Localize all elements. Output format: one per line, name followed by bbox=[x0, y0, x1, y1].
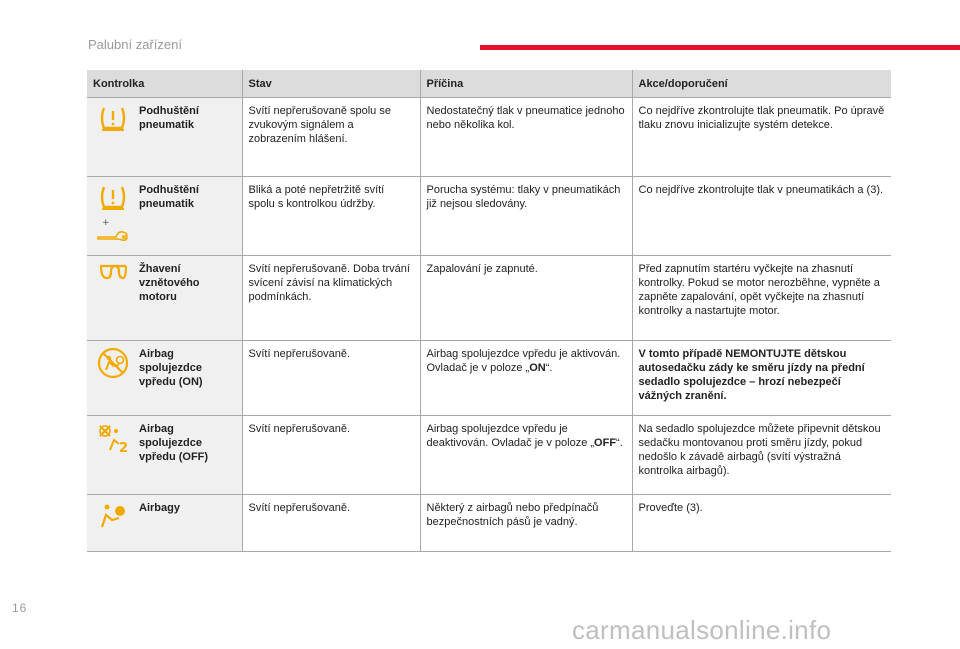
light-cell bbox=[87, 98, 242, 177]
status-cell: Svítí nepřerušovaně. Doba trvání svícení závisí na klimatických podmínkách. bbox=[242, 256, 420, 341]
cause-text: Airbag spolujezdce vpředu je deaktivován. Ovladač je v poloze „ bbox=[426, 423, 595, 449]
glow-plug-icon bbox=[98, 262, 128, 284]
column-header-action: Akce/doporučení bbox=[632, 70, 891, 98]
cause-cell: Zapalování je zapnuté. bbox=[420, 256, 632, 341]
svg-text:2: 2 bbox=[119, 441, 129, 454]
tire-pressure-icon bbox=[98, 183, 128, 211]
passenger-airbag-on-icon bbox=[97, 347, 129, 379]
action-cell: Co nejdříve zkontrolujte tlak v pneumatikách a (3). bbox=[632, 177, 891, 256]
watermark: carmanualsonline.info bbox=[572, 615, 832, 645]
status-cell: Svítí nepřerušovaně spolu se zvukovým signálem a zobrazením hlášení. bbox=[242, 98, 420, 177]
passenger-airbag-off-icon bbox=[96, 422, 130, 454]
table-row bbox=[87, 98, 891, 177]
action-cell: Na sedadlo spolujezdce můžete připevnit dětskou sedačku montovanou proti směru jízdy, pokud nedošlo k závadě airbagů (svítí výstražná kontrolka airbagů). bbox=[632, 416, 891, 495]
action-cell: Před zapnutím startéru vyčkejte na zhasnutí kontrolky. Pokud se motor nerozběhne, vypněte a zapněte zapalování, opět vyčkejte na zhasnutí kontrolky a nastartujte motor. bbox=[632, 256, 891, 341]
action-cell: Proveďte (3). bbox=[632, 495, 891, 552]
table-row bbox=[87, 416, 891, 495]
airbag-icon bbox=[97, 501, 129, 529]
warning-lights-table bbox=[87, 70, 891, 552]
section-title: Palubní zařízení bbox=[88, 37, 182, 52]
light-cell bbox=[87, 341, 242, 416]
cause-cell: Nedostatečný tlak v pneumatice jednoho nebo několika kol. bbox=[420, 98, 632, 177]
table-row bbox=[87, 177, 891, 256]
light-name: Žhavení vznětového motoru bbox=[139, 263, 200, 303]
light-cell bbox=[87, 495, 242, 552]
light-name: Airbag spolujezdce vpředu (OFF) bbox=[139, 423, 209, 463]
cause-text: Airbag spolujezdce vpředu je aktivován. Ovladač je v poloze „ bbox=[426, 348, 621, 374]
light-cell bbox=[87, 177, 242, 256]
column-header-light: Kontrolka bbox=[87, 70, 242, 98]
light-name: Podhuštění pneumatik bbox=[139, 184, 199, 210]
status-cell: Svítí nepřerušovaně. bbox=[242, 341, 420, 416]
status-cell: Svítí nepřerušovaně. bbox=[242, 416, 420, 495]
tire-pressure-icon bbox=[98, 104, 128, 132]
service-wrench-icon bbox=[96, 217, 130, 241]
table-row bbox=[87, 256, 891, 341]
status-cell: Svítí nepřerušovaně. bbox=[242, 495, 420, 552]
column-header-cause: Příčina bbox=[420, 70, 632, 98]
cause-cell: Porucha systému: tlaky v pneumatikách již nejsou sledovány. bbox=[420, 177, 632, 256]
svg-text:+: + bbox=[102, 218, 110, 228]
light-cell bbox=[87, 256, 242, 341]
switch-position-off: OFF bbox=[594, 437, 617, 449]
switch-position-on: ON bbox=[529, 362, 546, 374]
light-name: Airbag spolujezdce vpředu (ON) bbox=[139, 348, 203, 388]
light-name: Podhuštění pneumatik bbox=[139, 105, 199, 131]
action-cell: V tomto případě NEMONTUJTE dětskou autosedačku zády ke směru jízdy na přední sedadlo spolujezdce – hrozí nebezpečí vážných zranění. bbox=[632, 341, 891, 416]
light-name: Airbagy bbox=[139, 502, 180, 514]
cause-text-end: “. bbox=[545, 362, 553, 374]
table-row bbox=[87, 341, 891, 416]
cause-text-end: “. bbox=[616, 437, 623, 449]
page-number: 16 bbox=[12, 601, 28, 615]
section-accent-bar bbox=[480, 45, 960, 50]
cause-cell: Některý z airbagů nebo předpínačů bezpečnostních pásů je vadný. bbox=[420, 495, 632, 552]
status-cell: Bliká a poté nepřetržitě svítí spolu s kontrolkou údržby. bbox=[242, 177, 420, 256]
table-header-row bbox=[87, 70, 891, 98]
table-row bbox=[87, 495, 891, 552]
cause-cell bbox=[420, 416, 632, 495]
column-header-status: Stav bbox=[242, 70, 420, 98]
cause-cell bbox=[420, 341, 632, 416]
action-cell: Co nejdříve zkontrolujte tlak pneumatik. Po úpravě tlaku znovu inicializujte systém detekce. bbox=[632, 98, 891, 177]
light-cell bbox=[87, 416, 242, 495]
